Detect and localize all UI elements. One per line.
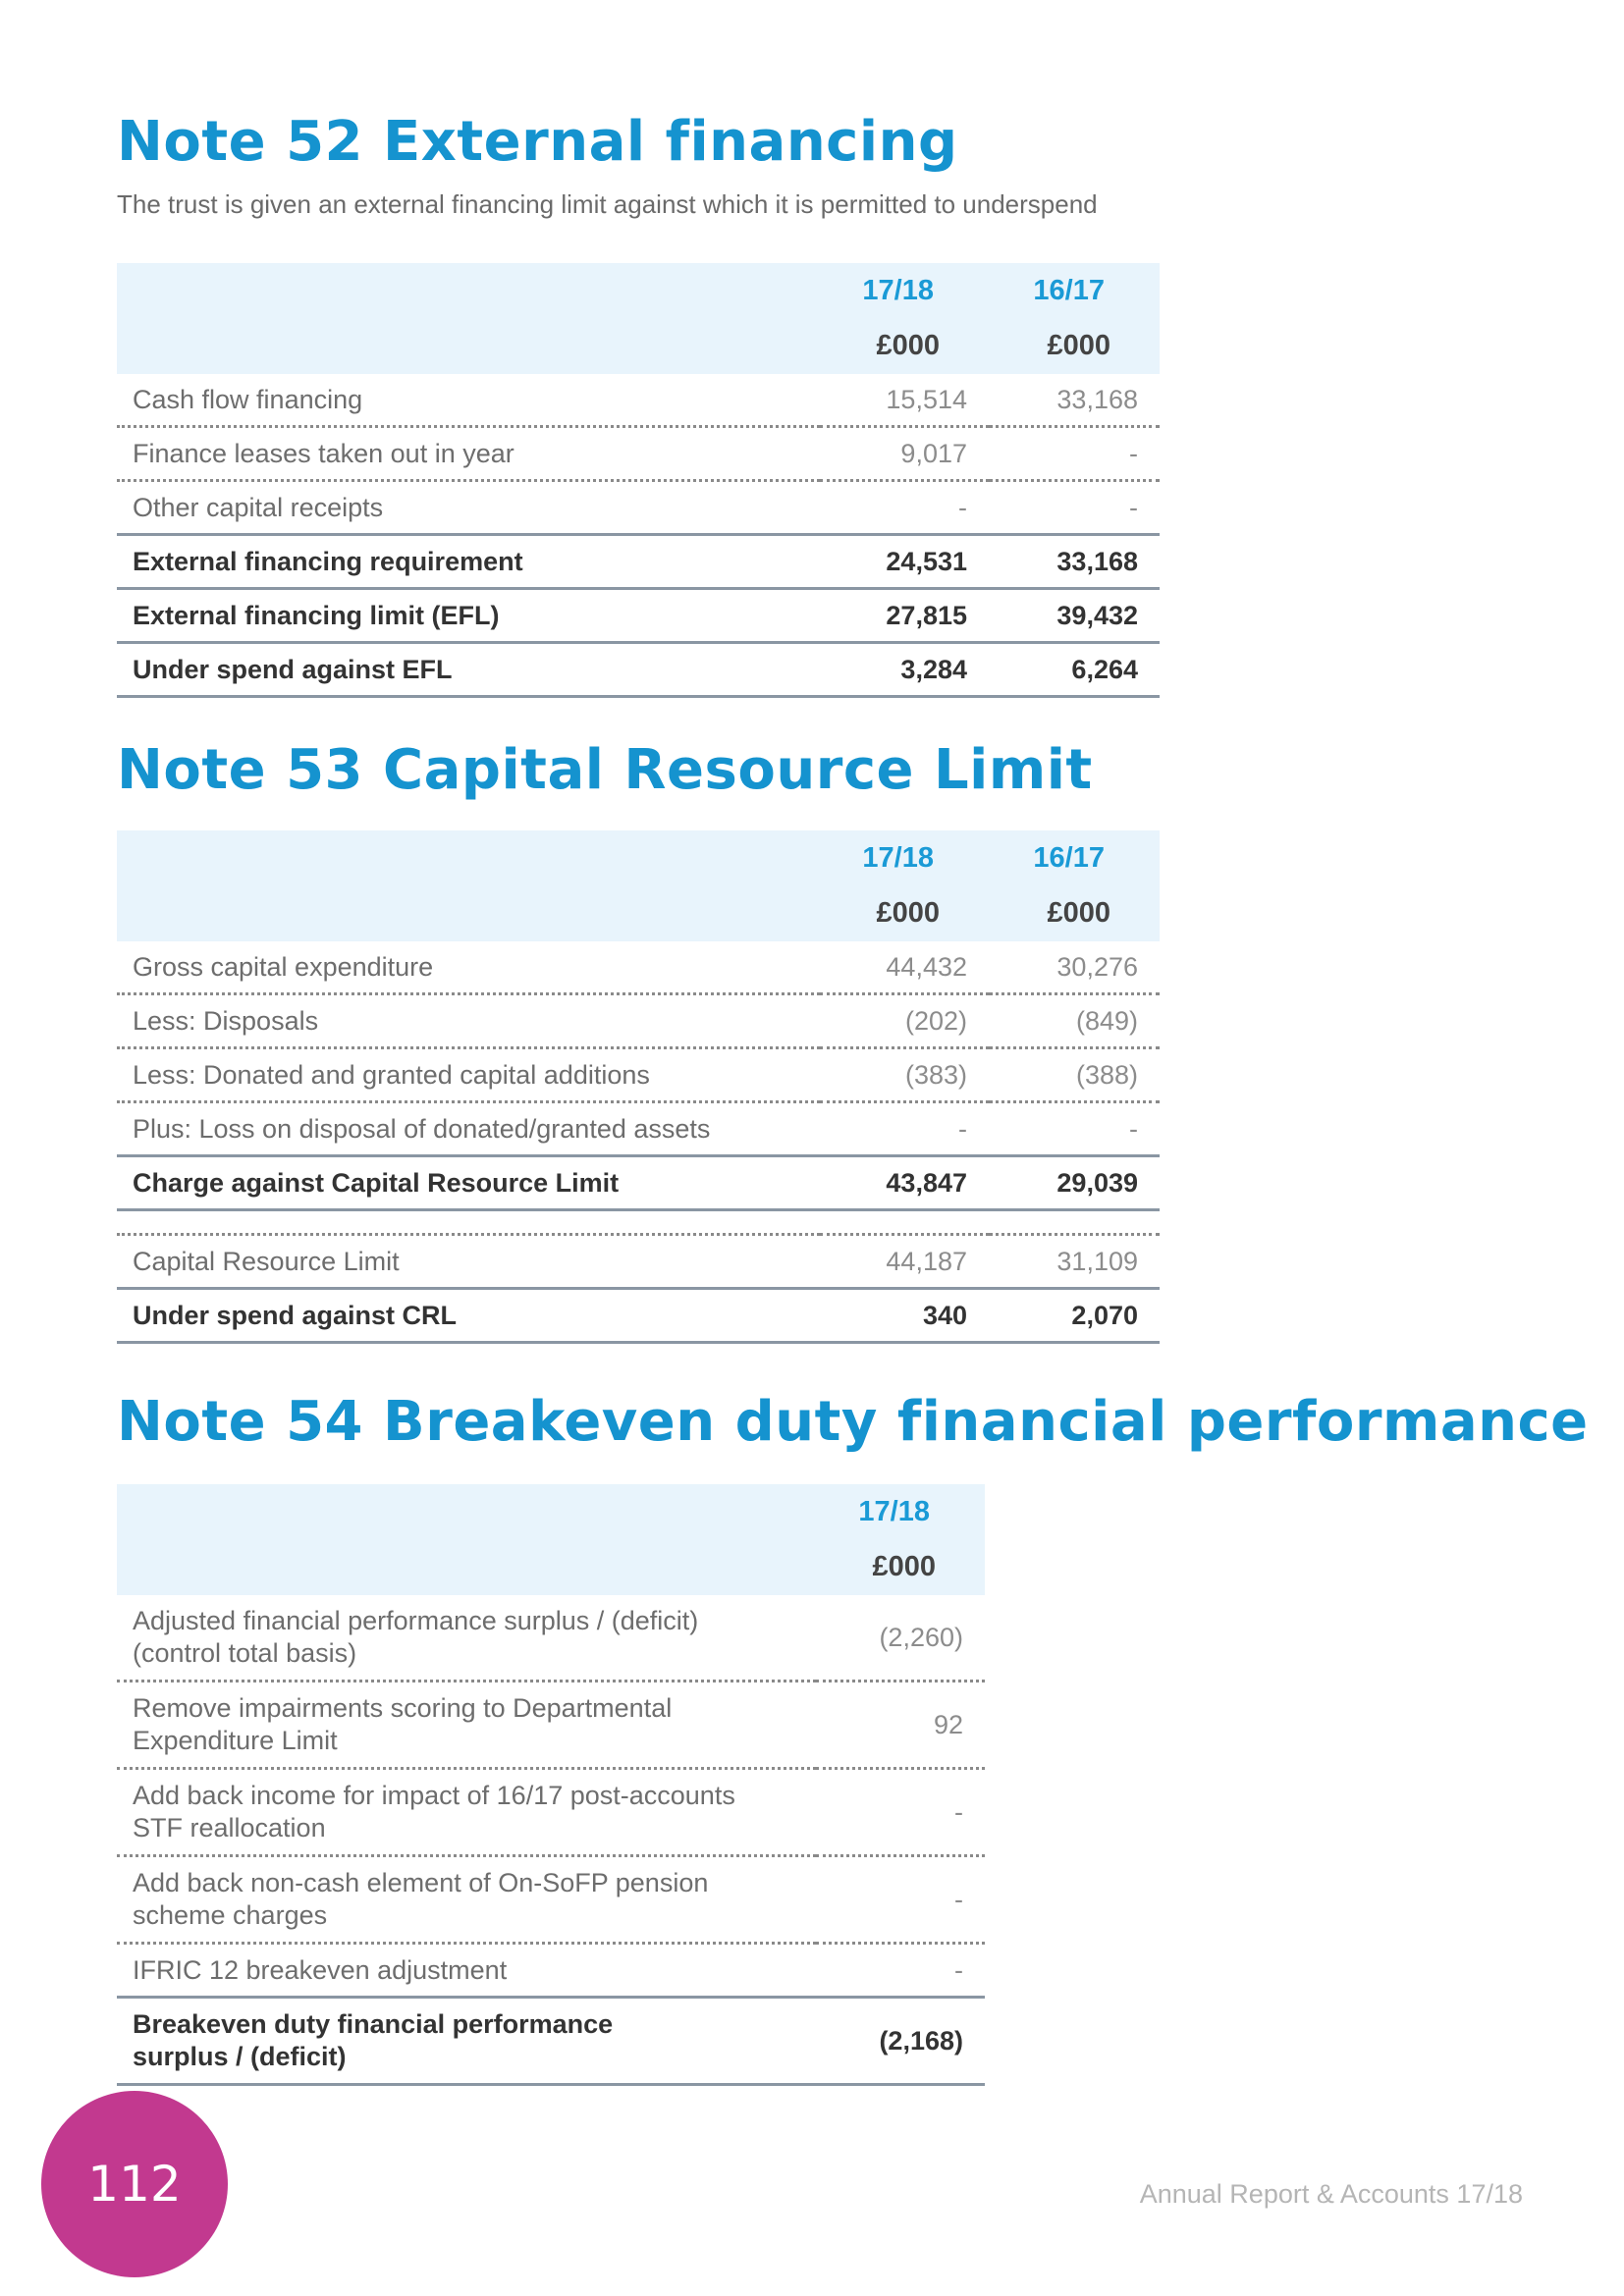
table-spacer [117,1210,1160,1235]
table-row-total [117,1289,1160,1343]
row-label: Less: Disposals [117,994,820,1048]
row-value: - [820,1102,989,1156]
table-row [117,1102,1160,1156]
row-label: Gross capital expenditure [117,941,820,994]
table-row [117,994,1160,1048]
row-value: - [816,1856,985,1944]
row-label: IFRIC 12 breakeven adjustment [117,1944,816,1998]
row-value: 39,432 [989,589,1160,643]
col-unit-header: £000 [989,885,1160,941]
row-label: Finance leases taken out in year [117,427,820,481]
row-value: 6,264 [989,643,1160,697]
col-unit-header: £000 [816,1539,985,1595]
row-value: - [820,481,989,535]
table-header-row [117,830,1160,885]
footer-text: Annual Report & Accounts 17/18 [1139,2179,1523,2209]
note52-title: Note 52 External financing [117,110,958,174]
row-value: (383) [820,1048,989,1102]
note52-table [117,263,1160,698]
row-value: 43,847 [820,1156,989,1210]
table-row [117,1944,985,1998]
row-value: 44,432 [820,941,989,994]
row-label: Add back non-cash element of On-SoFP pension scheme charges [117,1856,816,1944]
row-value: - [816,1944,985,1998]
table-row-total [117,643,1160,697]
table-row-total [117,589,1160,643]
row-value: 27,815 [820,589,989,643]
row-label: Add back income for impact of 16/17 post-accounts STF reallocation [117,1769,816,1856]
table-row [117,481,1160,535]
col-unit-header: £000 [989,318,1160,374]
note52-subtitle: The trust is given an external financing limit against which it is permitted to underspend [117,189,1098,219]
table-row [117,1235,1160,1289]
row-value: 92 [816,1682,985,1769]
row-label: Breakeven duty financial performance surplus / (deficit) [117,1998,816,2085]
col-year-header: 16/17 [989,830,1160,885]
note53-title: Note 53 Capital Resource Limit [117,738,1093,802]
table-row [117,1769,985,1856]
table-row-total [117,1998,985,2085]
row-label: Adjusted financial performance surplus / (deficit) (control total basis) [117,1595,816,1682]
row-value: - [989,481,1160,535]
note54-title: Note 54 Breakeven duty financial performance [117,1390,1589,1454]
table-row-total [117,535,1160,589]
col-year-header: 16/17 [989,263,1160,318]
row-value: - [816,1769,985,1856]
table-row [117,374,1160,427]
row-value: 2,070 [989,1289,1160,1343]
row-value: (202) [820,994,989,1048]
row-label: Capital Resource Limit [117,1235,820,1289]
row-value: 33,168 [989,535,1160,589]
row-label: Cash flow financing [117,374,820,427]
row-label: External financing requirement [117,535,820,589]
row-label: Remove impairments scoring to Departmental Expenditure Limit [117,1682,816,1769]
row-value: 340 [820,1289,989,1343]
table-header-row [117,263,1160,318]
row-value: 29,039 [989,1156,1160,1210]
row-value: 44,187 [820,1235,989,1289]
row-value: - [989,427,1160,481]
row-value: - [989,1102,1160,1156]
table-header-row [117,1484,985,1539]
col-year-header: 17/18 [820,263,989,318]
table-row [117,1856,985,1944]
table-row [117,427,1160,481]
col-unit-header: £000 [820,318,989,374]
row-label: Under spend against CRL [117,1289,820,1343]
table-header-row [117,1539,985,1595]
table-row [117,1048,1160,1102]
row-label: External financing limit (EFL) [117,589,820,643]
table-row-total [117,1156,1160,1210]
row-value: 30,276 [989,941,1160,994]
row-value: (2,260) [816,1595,985,1682]
row-value: 15,514 [820,374,989,427]
row-label: Under spend against EFL [117,643,820,697]
row-value: 3,284 [820,643,989,697]
col-year-header: 17/18 [816,1484,985,1539]
row-value: 33,168 [989,374,1160,427]
table-row [117,1682,985,1769]
row-value: 31,109 [989,1235,1160,1289]
note54-table [117,1484,985,2086]
row-label: Other capital receipts [117,481,820,535]
note53-table [117,830,1160,1344]
row-value: (2,168) [816,1998,985,2085]
row-label: Plus: Loss on disposal of donated/granted assets [117,1102,820,1156]
table-row [117,1595,985,1682]
page-number-badge [41,2091,228,2277]
col-unit-header: £000 [820,885,989,941]
row-value: 24,531 [820,535,989,589]
table-row [117,941,1160,994]
row-value: (849) [989,994,1160,1048]
row-label: Charge against Capital Resource Limit [117,1156,820,1210]
row-value: (388) [989,1048,1160,1102]
row-value: 9,017 [820,427,989,481]
col-year-header: 17/18 [820,830,989,885]
row-label: Less: Donated and granted capital additions [117,1048,820,1102]
table-header-row [117,885,1160,941]
table-header-row [117,318,1160,374]
page-number: 112 [87,2156,182,2213]
